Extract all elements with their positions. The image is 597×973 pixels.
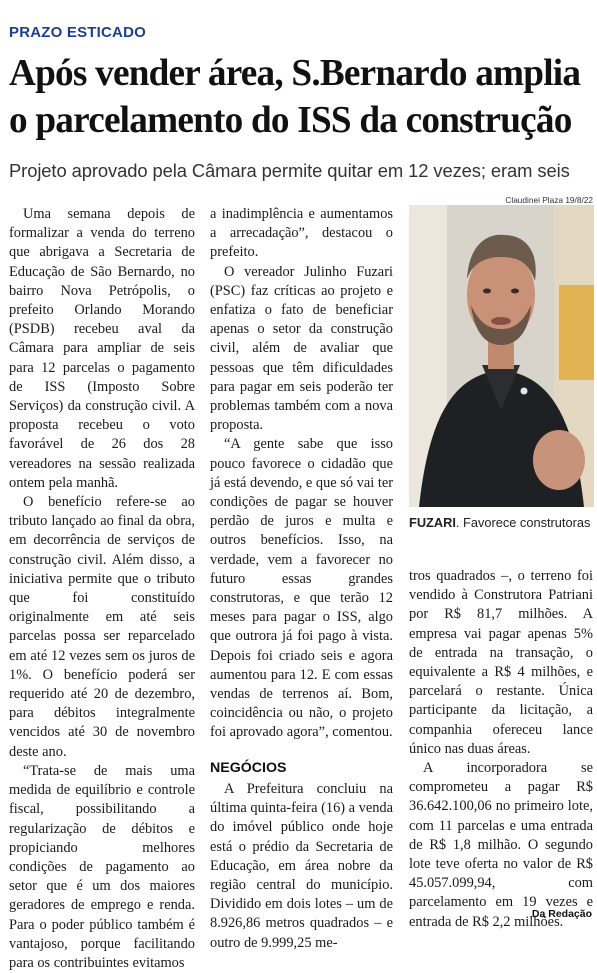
- paragraph: Uma semana depois de formalizar a venda do terreno que abrigava a Secretaria de Educação de São Bernardo, no bairro Nova Petrópolis, o prefeito Orlando Morando (PSDB) recebeu aval da Câmara para ampliar de seis para 12 parcelas o pagamento de ISS (Imposto Sobre Serviços) da construção civil. A proposta recebeu o voto favorável de 26 dos 28 vereadores na sessão realizada ontem pela manhã.: [9, 206, 195, 491]
- photo-caption: [409, 515, 597, 530]
- paragraph: O benefício refere-se ao tributo lançado ao final da obra, em decorrência de serviços de construção civil. Além disso, a iniciativa permite que o tributo que foi constituído originalmente em até seis parcelas possa ser reparcelado em até 12 vezes sem os juros de 1%. O benefício poderá ser requerido até 20 de dezembro, para débitos integralmente vencidos até 30 de novembro deste ano.: [9, 494, 195, 760]
- headline: Após vender área, S.Bernardo amplia o parcelamento do ISS da construção: [9, 52, 581, 141]
- column-1: [9, 205, 195, 973]
- paragraph: “A gente sabe que isso pouco favorece o cidadão que já está devendo, e que só vai ter condições de pagar se houver perdão de juros e multa e outros benefícios. Isso, na verdade, vem a favorecer no futuro essas grandes construtoras, e que terão 12 meses para pagar o ISS, algo que outrora já foi pago à vista. Depois foi criado seis e agora aumentou para 12. E com essas vendas de terrenos aí. Bom, coincidência ou não, o projeto foi aprovado agora”, comentou.: [210, 436, 394, 741]
- paragraph: tros quadrados –, o terreno foi vendido à Construtora Patriani por R$ 81,7 milhões. A empresa vai pagar apenas 5% de entrada na transação, o equivalente a R$ 4 milhões, e parcelará o restante. Única participante da licitação, a companhia ofereceu lance único nas duas áreas.: [409, 568, 593, 757]
- paragraph: “Trata-se de mais uma medida de equilíbrio e controle fiscal, possibilitando a regularização de débitos e propiciando melhores condições de pagamento ao setor que é um dos maiores geradores de emprego e renda. Para o poder público também é vantajoso, porque facilitando para os contribuintes evitamos: [9, 762, 195, 971]
- section-title: NEGÓCIOS: [210, 759, 287, 776]
- photo-credit: Claudinei Plaza 19/8/22: [505, 195, 593, 205]
- column-3: [409, 567, 593, 932]
- caption-name: FUZARI: [409, 515, 456, 530]
- photo-illustration: [409, 205, 594, 507]
- paragraph: A Prefeitura concluiu na última quinta-feira (16) a venda do imóvel público onde hoje está o prédio da Secretaria de Educação, em área nobre da região central do município. Dividido em dois lotes – um de 8.926,86 metros quadrados – e outro de 9.999,25 me-: [210, 780, 394, 951]
- caption-text: . Favorece construtoras: [455, 515, 591, 530]
- paragraph: a inadimplência e aumentamos a arrecadação”, destacou o prefeito.: [210, 206, 393, 261]
- paragraph: O vereador Julinho Fuzari (PSC) faz críticas ao projeto e enfatiza o fato de beneficiar apenas o setor da construção civil, além de avaliar que pessoas que têm dificuldades para pagar em seis poderão ter problemas também com a nova proposta.: [210, 263, 393, 434]
- kicker: PRAZO ESTICADO: [9, 24, 146, 41]
- byline-signature: Da Redação: [531, 908, 592, 920]
- subheadline: Projeto aprovado pela Câmara permite quitar em 12 vezes; eram seis: [9, 160, 570, 181]
- paragraph: A incorporadora se comprometeu a pagar R$ 36.642.100,06 no primeiro lote, com 11 parcelas e uma entrada de R$ 1,8 milhão. O segundo lote teve oferta no valor de R$ 45.057.099,94, com parcelamento em 19 vezes e entrada de R$ 2,2 milhões.: [409, 760, 593, 930]
- column-2: [210, 205, 393, 953]
- portrait-photo-icon: [409, 205, 594, 507]
